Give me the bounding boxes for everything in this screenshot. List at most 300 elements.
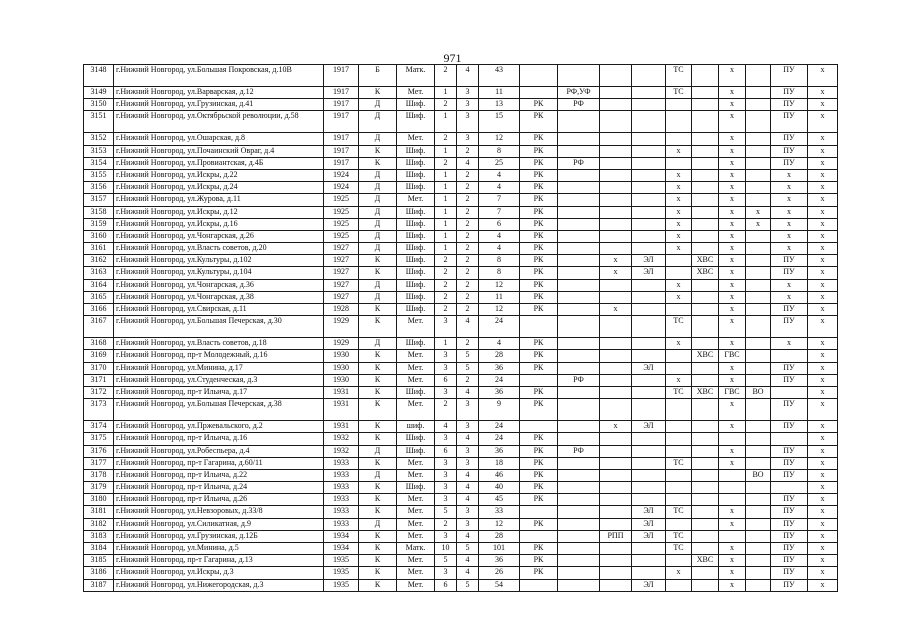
cell-col-mark-a <box>600 494 632 506</box>
cell-col-hvs <box>692 494 719 506</box>
cell-col-vo <box>746 457 771 469</box>
cell-col-rk: РК <box>520 182 558 194</box>
cell-col-el <box>632 433 666 445</box>
cell-col-pu: х <box>771 194 808 206</box>
cell-col-hvs: ХВС <box>692 350 719 362</box>
cell-col-el <box>632 169 666 181</box>
cell-col-gvs <box>719 433 746 445</box>
cell-material-class: К <box>359 157 397 169</box>
cell-col-gvs: х <box>719 579 746 591</box>
cell-col-vo <box>746 243 771 255</box>
cell-col-final: х <box>808 338 838 350</box>
cell-col-rk: РК <box>520 291 558 303</box>
cell-floors: 1 <box>435 338 457 350</box>
cell-floors: 1 <box>435 218 457 230</box>
cell-roof-type: Шиф. <box>397 445 435 457</box>
cell-col-hvs <box>692 230 719 242</box>
cell-col-el <box>632 145 666 157</box>
cell-build-year: 1917 <box>324 157 359 169</box>
cell-col-pu: ПУ <box>771 362 808 374</box>
table-row <box>84 279 838 291</box>
cell-col-rf <box>558 421 600 433</box>
cell-col-el: ЭЛ <box>632 267 666 279</box>
cell-address: г.Нижний Новгород, ул.Минина, д.17 <box>114 362 324 374</box>
cell-col-final: х <box>808 506 838 518</box>
cell-col-hvs <box>692 338 719 350</box>
cell-col-rk: РК <box>520 469 558 481</box>
cell-col-rk: РК <box>520 494 558 506</box>
cell-apartments: 8 <box>479 267 520 279</box>
cell-material-class: Д <box>359 182 397 194</box>
cell-col-hvs <box>692 518 719 530</box>
cell-col-vo <box>746 482 771 494</box>
cell-col-el: ЭЛ <box>632 530 666 542</box>
cell-col-pu: ПУ <box>771 145 808 157</box>
cell-floors: 2 <box>435 65 457 87</box>
cell-floors: 1 <box>435 169 457 181</box>
cell-col-hvs <box>692 194 719 206</box>
cell-col-rk <box>520 421 558 433</box>
cell-apartments: 28 <box>479 350 520 362</box>
cell-col-gvs <box>719 469 746 481</box>
cell-build-year: 1925 <box>324 230 359 242</box>
cell-address: г.Нижний Новгород, ул.Культуры, д.104 <box>114 267 324 279</box>
cell-col-rf <box>558 506 600 518</box>
cell-material-class: К <box>359 543 397 555</box>
cell-roof-type: шиф. <box>397 421 435 433</box>
cell-col-vo <box>746 169 771 181</box>
cell-col-rf <box>558 304 600 316</box>
table-row <box>84 445 838 457</box>
cell-build-year: 1931 <box>324 386 359 398</box>
cell-apartments: 26 <box>479 567 520 579</box>
cell-col-rf <box>558 279 600 291</box>
cell-col-final: х <box>808 445 838 457</box>
cell-address: г.Нижний Новгород, ул.Журова, д.11 <box>114 194 324 206</box>
cell-row-number: 3187 <box>84 579 114 591</box>
cell-build-year: 1935 <box>324 579 359 591</box>
cell-col-rf <box>558 494 600 506</box>
cell-col-el <box>632 206 666 218</box>
cell-col-vo <box>746 291 771 303</box>
cell-apartments: 36 <box>479 555 520 567</box>
cell-col-mark-a: х <box>600 255 632 267</box>
cell-col-el <box>632 291 666 303</box>
cell-row-number: 3173 <box>84 399 114 421</box>
cell-entrances: 4 <box>457 469 479 481</box>
cell-col-gvs <box>719 482 746 494</box>
cell-col-rf <box>558 267 600 279</box>
cell-col-mark-a <box>600 133 632 145</box>
cell-col-el: ЭЛ <box>632 255 666 267</box>
cell-roof-type: Мет. <box>397 518 435 530</box>
cell-address: г.Нижний Новгород, ул.Ошарская, д.8 <box>114 133 324 145</box>
cell-entrances: 2 <box>457 169 479 181</box>
table-row <box>84 111 838 133</box>
cell-col-mark-a <box>600 157 632 169</box>
table-row <box>84 194 838 206</box>
cell-col-pu: ПУ <box>771 65 808 87</box>
cell-row-number: 3163 <box>84 267 114 279</box>
table-row <box>84 374 838 386</box>
cell-floors: 6 <box>435 374 457 386</box>
table-row <box>84 350 838 362</box>
cell-col-ts: ТС <box>666 65 692 87</box>
cell-apartments: 36 <box>479 386 520 398</box>
cell-roof-type: Шиф. <box>397 182 435 194</box>
cell-col-ts <box>666 469 692 481</box>
cell-col-hvs <box>692 111 719 133</box>
cell-col-ts <box>666 579 692 591</box>
cell-build-year: 1935 <box>324 555 359 567</box>
cell-col-mark-a <box>600 243 632 255</box>
cell-col-rk: РК <box>520 386 558 398</box>
cell-col-gvs <box>719 530 746 542</box>
cell-col-vo <box>746 362 771 374</box>
cell-col-mark-a <box>600 169 632 181</box>
table-row <box>84 230 838 242</box>
cell-entrances: 3 <box>457 111 479 133</box>
table-row <box>84 482 838 494</box>
cell-col-rf <box>558 194 600 206</box>
cell-col-hvs: ХВС <box>692 255 719 267</box>
cell-entrances: 4 <box>457 494 479 506</box>
cell-col-pu: ПУ <box>771 445 808 457</box>
cell-build-year: 1929 <box>324 338 359 350</box>
table-row <box>84 543 838 555</box>
cell-col-el <box>632 399 666 421</box>
cell-col-hvs <box>692 399 719 421</box>
cell-col-final: х <box>808 386 838 398</box>
cell-apartments: 4 <box>479 243 520 255</box>
cell-roof-type: Мет. <box>397 194 435 206</box>
table-row <box>84 399 838 421</box>
cell-roof-type: Шиф. <box>397 218 435 230</box>
cell-col-hvs <box>692 530 719 542</box>
cell-col-rk <box>520 374 558 386</box>
cell-apartments: 15 <box>479 111 520 133</box>
cell-col-final: х <box>808 469 838 481</box>
table-row <box>84 469 838 481</box>
table-row <box>84 433 838 445</box>
cell-col-el <box>632 469 666 481</box>
cell-floors: 5 <box>435 506 457 518</box>
cell-col-rk: РК <box>520 218 558 230</box>
cell-col-el: ЭЛ <box>632 362 666 374</box>
cell-build-year: 1933 <box>324 518 359 530</box>
cell-col-final: х <box>808 279 838 291</box>
table-row <box>84 506 838 518</box>
cell-col-gvs: х <box>719 243 746 255</box>
cell-apartments: 18 <box>479 457 520 469</box>
cell-col-hvs <box>692 206 719 218</box>
cell-col-final: х <box>808 87 838 99</box>
cell-floors: 3 <box>435 567 457 579</box>
cell-build-year: 1917 <box>324 87 359 99</box>
cell-col-vo <box>746 350 771 362</box>
cell-col-gvs: х <box>719 457 746 469</box>
cell-col-mark-a: х <box>600 421 632 433</box>
cell-col-mark-a <box>600 482 632 494</box>
cell-col-mark-a <box>600 433 632 445</box>
cell-material-class: Д <box>359 206 397 218</box>
cell-col-rf <box>558 169 600 181</box>
housing-registry-table <box>83 64 838 592</box>
cell-col-ts <box>666 482 692 494</box>
cell-col-pu: ПУ <box>771 399 808 421</box>
cell-col-ts: х <box>666 374 692 386</box>
cell-col-mark-a <box>600 218 632 230</box>
cell-col-gvs: х <box>719 194 746 206</box>
cell-col-ts <box>666 555 692 567</box>
cell-entrances: 2 <box>457 230 479 242</box>
cell-col-el <box>632 316 666 338</box>
table-row <box>84 182 838 194</box>
cell-col-mark-a <box>600 194 632 206</box>
cell-col-vo: х <box>746 218 771 230</box>
cell-address: г.Нижний Новгород, ул.Большая Печерская, д.30 <box>114 316 324 338</box>
cell-col-rk: РК <box>520 206 558 218</box>
table-row <box>84 218 838 230</box>
cell-apartments: 40 <box>479 482 520 494</box>
cell-col-gvs: х <box>719 267 746 279</box>
cell-col-ts <box>666 304 692 316</box>
cell-col-rk: РК <box>520 543 558 555</box>
cell-col-pu: ПУ <box>771 506 808 518</box>
cell-col-final: х <box>808 543 838 555</box>
cell-apartments: 36 <box>479 445 520 457</box>
cell-col-pu: ПУ <box>771 494 808 506</box>
cell-col-rk: РК <box>520 567 558 579</box>
cell-address: г.Нижний Новгород, ул.Варварская, д.12 <box>114 87 324 99</box>
cell-col-rk: РК <box>520 445 558 457</box>
cell-apartments: 11 <box>479 87 520 99</box>
cell-col-vo <box>746 567 771 579</box>
cell-col-vo <box>746 87 771 99</box>
cell-roof-type: Мет. <box>397 530 435 542</box>
cell-col-final: х <box>808 218 838 230</box>
cell-row-number: 3179 <box>84 482 114 494</box>
cell-col-final: х <box>808 111 838 133</box>
cell-row-number: 3157 <box>84 194 114 206</box>
cell-address: г.Нижний Новгород, ул.Робеспьера, д.4 <box>114 445 324 457</box>
cell-col-el <box>632 374 666 386</box>
cell-col-vo <box>746 433 771 445</box>
cell-build-year: 1933 <box>324 494 359 506</box>
cell-entrances: 2 <box>457 206 479 218</box>
cell-col-hvs <box>692 87 719 99</box>
cell-build-year: 1917 <box>324 133 359 145</box>
cell-row-number: 3172 <box>84 386 114 398</box>
cell-col-final: х <box>808 433 838 445</box>
cell-roof-type: Мет. <box>397 362 435 374</box>
cell-col-ts: х <box>666 206 692 218</box>
cell-col-rk: РК <box>520 169 558 181</box>
cell-col-ts <box>666 157 692 169</box>
cell-col-mark-a <box>600 555 632 567</box>
cell-build-year: 1932 <box>324 433 359 445</box>
table-row <box>84 145 838 157</box>
cell-roof-type: Шиф. <box>397 267 435 279</box>
cell-build-year: 1917 <box>324 111 359 133</box>
cell-col-gvs: х <box>719 291 746 303</box>
cell-col-rk: РК <box>520 482 558 494</box>
cell-material-class: К <box>359 267 397 279</box>
cell-col-rf <box>558 567 600 579</box>
cell-col-rk: РК <box>520 399 558 421</box>
cell-floors: 3 <box>435 362 457 374</box>
cell-floors: 1 <box>435 145 457 157</box>
cell-col-el <box>632 567 666 579</box>
cell-apartments: 54 <box>479 579 520 591</box>
cell-material-class: Д <box>359 230 397 242</box>
cell-build-year: 1934 <box>324 543 359 555</box>
cell-col-mark-a <box>600 182 632 194</box>
cell-col-vo <box>746 506 771 518</box>
cell-address: г.Нижний Новгород, ул.Искры, д.12 <box>114 206 324 218</box>
cell-build-year: 1927 <box>324 279 359 291</box>
cell-floors: 2 <box>435 291 457 303</box>
cell-roof-type: Шиф. <box>397 243 435 255</box>
cell-material-class: К <box>359 399 397 421</box>
cell-col-hvs <box>692 243 719 255</box>
cell-entrances: 4 <box>457 316 479 338</box>
cell-col-hvs <box>692 218 719 230</box>
cell-col-el <box>632 482 666 494</box>
cell-col-ts <box>666 421 692 433</box>
cell-col-pu: ПУ <box>771 267 808 279</box>
table-row <box>84 338 838 350</box>
cell-address: г.Нижний Новгород, ул.Власть советов, д.18 <box>114 338 324 350</box>
cell-col-mark-a <box>600 399 632 421</box>
cell-col-ts: ТС <box>666 386 692 398</box>
cell-apartments: 4 <box>479 338 520 350</box>
cell-roof-type: Шиф. <box>397 279 435 291</box>
table-row <box>84 169 838 181</box>
cell-col-mark-a <box>600 469 632 481</box>
cell-col-hvs <box>692 133 719 145</box>
cell-col-rf <box>558 386 600 398</box>
cell-col-el <box>632 445 666 457</box>
cell-col-rf <box>558 579 600 591</box>
table-row <box>84 386 838 398</box>
cell-col-vo: х <box>746 206 771 218</box>
cell-col-pu: ПУ <box>771 255 808 267</box>
cell-col-rf: РФ,УФ <box>558 87 600 99</box>
cell-col-el <box>632 99 666 111</box>
cell-address: г.Нижний Новгород, ул.Провиантская, д.4Б <box>114 157 324 169</box>
cell-col-hvs <box>692 482 719 494</box>
cell-row-number: 3149 <box>84 87 114 99</box>
cell-build-year: 1934 <box>324 530 359 542</box>
cell-col-rf: РФ <box>558 157 600 169</box>
cell-col-vo <box>746 133 771 145</box>
cell-col-hvs <box>692 543 719 555</box>
cell-apartments: 24 <box>479 316 520 338</box>
cell-floors: 2 <box>435 133 457 145</box>
cell-col-el <box>632 218 666 230</box>
cell-col-vo <box>746 421 771 433</box>
cell-entrances: 2 <box>457 145 479 157</box>
cell-address: г.Нижний Новгород, ул.Чонгарская, д.38 <box>114 291 324 303</box>
table-row <box>84 421 838 433</box>
cell-apartments: 43 <box>479 65 520 87</box>
cell-row-number: 3186 <box>84 567 114 579</box>
cell-roof-type: Мет. <box>397 374 435 386</box>
cell-row-number: 3162 <box>84 255 114 267</box>
cell-address: г.Нижний Новгород, пр-т Ильича, д.22 <box>114 469 324 481</box>
cell-floors: 3 <box>435 316 457 338</box>
cell-col-vo <box>746 194 771 206</box>
cell-apartments: 46 <box>479 469 520 481</box>
cell-col-hvs <box>692 169 719 181</box>
cell-col-rf <box>558 530 600 542</box>
table-row <box>84 555 838 567</box>
cell-col-mark-a <box>600 206 632 218</box>
cell-col-rf: РФ <box>558 374 600 386</box>
cell-address: г.Нижний Новгород, ул.Минина, д.5 <box>114 543 324 555</box>
cell-roof-type: Матк. <box>397 543 435 555</box>
cell-roof-type: Мет. <box>397 469 435 481</box>
cell-row-number: 3160 <box>84 230 114 242</box>
cell-col-el <box>632 279 666 291</box>
cell-floors: 5 <box>435 555 457 567</box>
cell-row-number: 3165 <box>84 291 114 303</box>
cell-col-gvs: ГВС <box>719 386 746 398</box>
cell-roof-type: Шиф. <box>397 304 435 316</box>
cell-col-rk <box>520 316 558 338</box>
cell-col-gvs: х <box>719 157 746 169</box>
cell-col-el: ЭЛ <box>632 518 666 530</box>
cell-apartments: 4 <box>479 182 520 194</box>
cell-row-number: 3150 <box>84 99 114 111</box>
cell-col-gvs: х <box>719 338 746 350</box>
cell-build-year: 1924 <box>324 182 359 194</box>
cell-roof-type: Мет. <box>397 579 435 591</box>
cell-entrances: 5 <box>457 350 479 362</box>
cell-apartments: 4 <box>479 230 520 242</box>
table-row <box>84 267 838 279</box>
cell-build-year: 1931 <box>324 399 359 421</box>
cell-col-rf <box>558 555 600 567</box>
cell-col-el <box>632 350 666 362</box>
cell-col-vo <box>746 267 771 279</box>
cell-col-gvs: х <box>719 182 746 194</box>
cell-col-rf <box>558 206 600 218</box>
cell-build-year: 1917 <box>324 65 359 87</box>
cell-col-vo <box>746 279 771 291</box>
cell-col-ts <box>666 350 692 362</box>
cell-floors: 2 <box>435 304 457 316</box>
cell-build-year: 1932 <box>324 445 359 457</box>
cell-col-mark-a <box>600 111 632 133</box>
cell-material-class: К <box>359 567 397 579</box>
cell-col-el <box>632 230 666 242</box>
cell-col-mark-a <box>600 99 632 111</box>
cell-col-pu: ПУ <box>771 421 808 433</box>
cell-col-vo <box>746 316 771 338</box>
cell-row-number: 3176 <box>84 445 114 457</box>
cell-material-class: К <box>359 506 397 518</box>
cell-col-rk: РК <box>520 255 558 267</box>
cell-roof-type: Шиф. <box>397 157 435 169</box>
cell-col-rk: РК <box>520 243 558 255</box>
cell-col-el: ЭЛ <box>632 579 666 591</box>
cell-col-pu: ПУ <box>771 304 808 316</box>
cell-col-el <box>632 304 666 316</box>
cell-col-vo <box>746 99 771 111</box>
cell-floors: 3 <box>435 433 457 445</box>
